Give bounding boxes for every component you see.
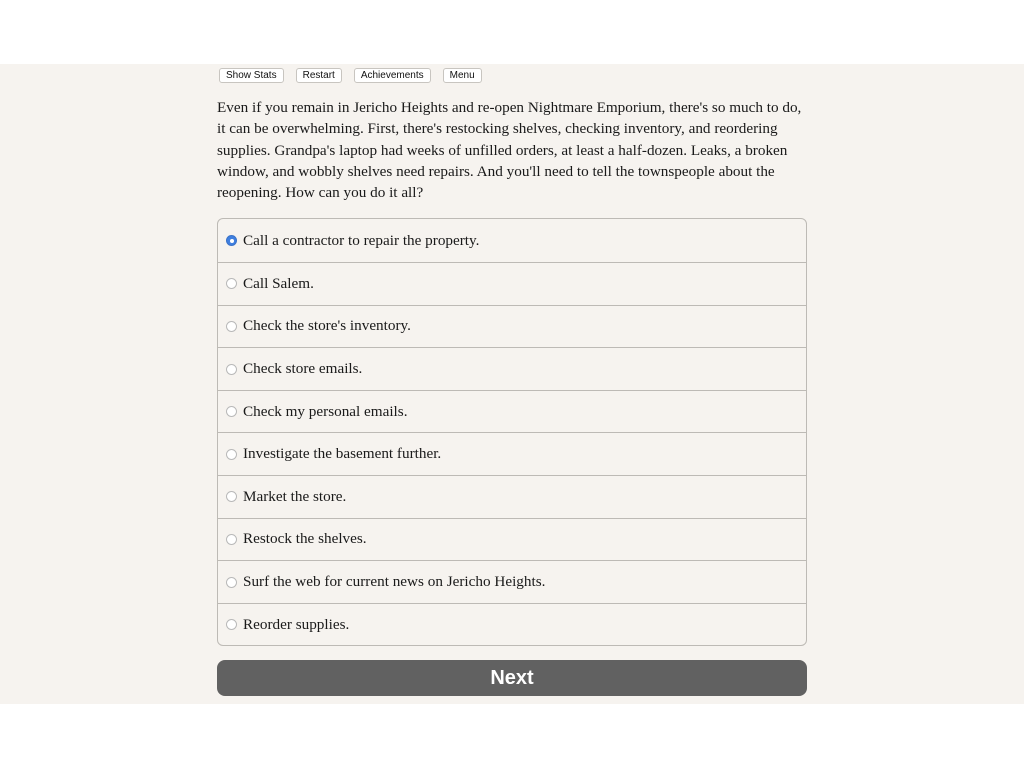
toolbar <box>219 68 807 83</box>
choice-option[interactable] <box>218 560 806 603</box>
radio-button[interactable] <box>226 406 237 417</box>
radio-button[interactable] <box>226 321 237 332</box>
radio-button[interactable] <box>226 364 237 375</box>
show-stats-button[interactable]: Show Stats <box>219 68 284 83</box>
choice-label: Call a contractor to repair the property. <box>243 231 480 249</box>
choice-label: Surf the web for current news on Jericho Heights. <box>243 573 546 591</box>
choice-option[interactable] <box>218 219 806 262</box>
achievements-button[interactable]: Achievements <box>354 68 431 83</box>
choice-option[interactable] <box>218 390 806 433</box>
choice-label: Restock the shelves. <box>243 530 367 548</box>
radio-button[interactable] <box>226 491 237 502</box>
radio-button[interactable] <box>226 449 237 460</box>
game-area <box>0 64 1024 704</box>
restart-button[interactable]: Restart <box>296 68 342 83</box>
choice-label: Check the store's inventory. <box>243 317 411 335</box>
radio-button[interactable] <box>226 577 237 588</box>
choice-label: Market the store. <box>243 487 347 505</box>
choice-label: Investigate the basement further. <box>243 445 442 463</box>
choice-label: Check store emails. <box>243 360 363 378</box>
choice-option[interactable] <box>218 262 806 305</box>
choice-option[interactable] <box>218 347 806 390</box>
choice-label: Reorder supplies. <box>243 615 350 633</box>
radio-button[interactable] <box>226 235 237 246</box>
choice-option[interactable] <box>218 305 806 348</box>
choice-option[interactable] <box>218 432 806 475</box>
choice-label: Call Salem. <box>243 274 314 292</box>
menu-button[interactable]: Menu <box>443 68 482 83</box>
choice-label: Check my personal emails. <box>243 402 408 420</box>
choice-option[interactable] <box>218 518 806 561</box>
story-text: Even if you remain in Jericho Heights and re-open Nightmare Emporium, there's so much to do, it can be overwhelming. First, there's restocking shelves, checking inventory, and reordering supplies. Grandpa's laptop had weeks of unfilled orders, at least a half-dozen. Leaks, a broken window, and wobbly shelves need repairs. And you'll need to tell the townspeople about the reopening. How can you do it all? <box>217 99 802 202</box>
choice-list <box>217 218 807 646</box>
content-column <box>217 64 807 696</box>
radio-button[interactable] <box>226 534 237 545</box>
choice-option[interactable] <box>218 603 806 646</box>
radio-button[interactable] <box>226 619 237 630</box>
next-button[interactable]: Next <box>217 660 807 696</box>
choice-option[interactable] <box>218 475 806 518</box>
radio-button[interactable] <box>226 278 237 289</box>
